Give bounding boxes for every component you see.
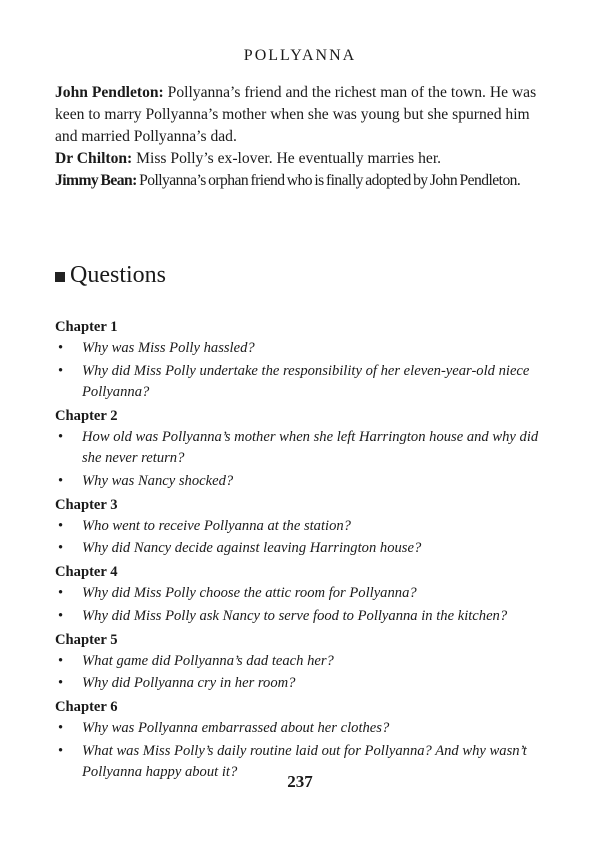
character-list [55,82,555,192]
question-list [55,516,555,560]
chapter-block [55,405,555,493]
character-entry [55,82,555,148]
character-entry [55,170,555,192]
question-text: Why did Miss Polly choose the attic room for Pollyanna? [82,585,417,602]
bullet-icon: • [58,652,64,669]
question-item [55,538,555,560]
bullet-icon: • [58,742,64,759]
chapter-title: Chapter 3 [55,496,118,513]
question-item [55,606,555,628]
bullet-icon: • [58,473,64,490]
chapter-title: Chapter 1 [55,319,118,335]
questions-list [55,316,555,785]
bullet-icon: • [58,428,64,445]
chapter-title: Chapter 4 [55,564,118,581]
question-item [55,361,555,404]
character-description: Miss Polly’s ex-lover. He eventually marries her. [132,150,442,167]
chapter-block [55,316,555,404]
bullet-icon: • [58,607,64,624]
question-text: Why did Pollyanna cry in her room? [82,675,296,692]
question-list [55,338,555,404]
square-bullet-icon [55,272,65,282]
running-head: POLLYANNA [243,47,357,64]
section-heading [55,259,166,291]
character-name: John Pendleton: [55,84,164,101]
question-list [55,583,555,627]
question-item [55,718,555,740]
section-heading-text: Questions [70,262,166,288]
question-text: Why was Miss Polly hassled? [82,340,255,356]
question-list [55,427,555,493]
chapter-title: Chapter 5 [55,631,118,648]
character-description: Pollyanna’s orphan friend who is finally adopted by John Pendleton. [136,172,521,189]
question-text: Why was Pollyanna embarrassed about her clothes? [82,719,390,736]
chapter-title: Chapter 2 [55,407,118,424]
bullet-icon: • [58,540,64,557]
question-item [55,516,555,538]
chapter-block [55,494,555,560]
question-text: How old was Pollyanna’s mother when she left Harrington house and why did she never return? [82,428,539,467]
chapter-block [55,696,555,784]
bullet-icon: • [58,719,64,736]
question-text: Why was Nancy shocked? [82,473,234,490]
question-text: Why did Nancy decide against leaving Harrington house? [82,540,422,557]
character-name: Jimmy Bean: [55,172,137,189]
question-item [55,673,555,695]
question-item [55,471,555,493]
question-item [55,427,555,470]
question-item [55,338,555,360]
character-description: Pollyanna’s friend and the richest man of the town. He was keen to marry Pollyanna’s mother when she was young but she spurned him and married Pollyanna’s dad. [55,84,537,145]
character-entry [55,148,555,170]
bullet-icon: • [58,675,64,692]
bullet-icon: • [58,585,64,602]
chapter-block [55,629,555,695]
question-text: What was Miss Polly’s daily routine laid out for Pollyanna? And why wasn’t Pollyanna happy about it? [82,742,527,781]
question-text: What game did Pollyanna’s dad teach her? [82,652,334,669]
bullet-icon: • [58,517,64,534]
question-text: Why did Miss Polly ask Nancy to serve food to Pollyanna in the kitchen? [82,607,508,624]
question-list [55,651,555,695]
question-item [55,583,555,605]
chapter-title: Chapter 6 [55,698,118,715]
bullet-icon: • [58,362,64,379]
bullet-icon: • [58,340,64,356]
question-text: Why did Miss Polly undertake the responsibility of her eleven-year-old niece Pollyanna? [82,362,530,401]
chapter-block [55,561,555,627]
question-text: Who went to receive Pollyanna at the station? [82,517,351,534]
character-name: Dr Chilton: [55,150,133,167]
page-number: 237 [287,772,313,791]
question-item [55,651,555,673]
